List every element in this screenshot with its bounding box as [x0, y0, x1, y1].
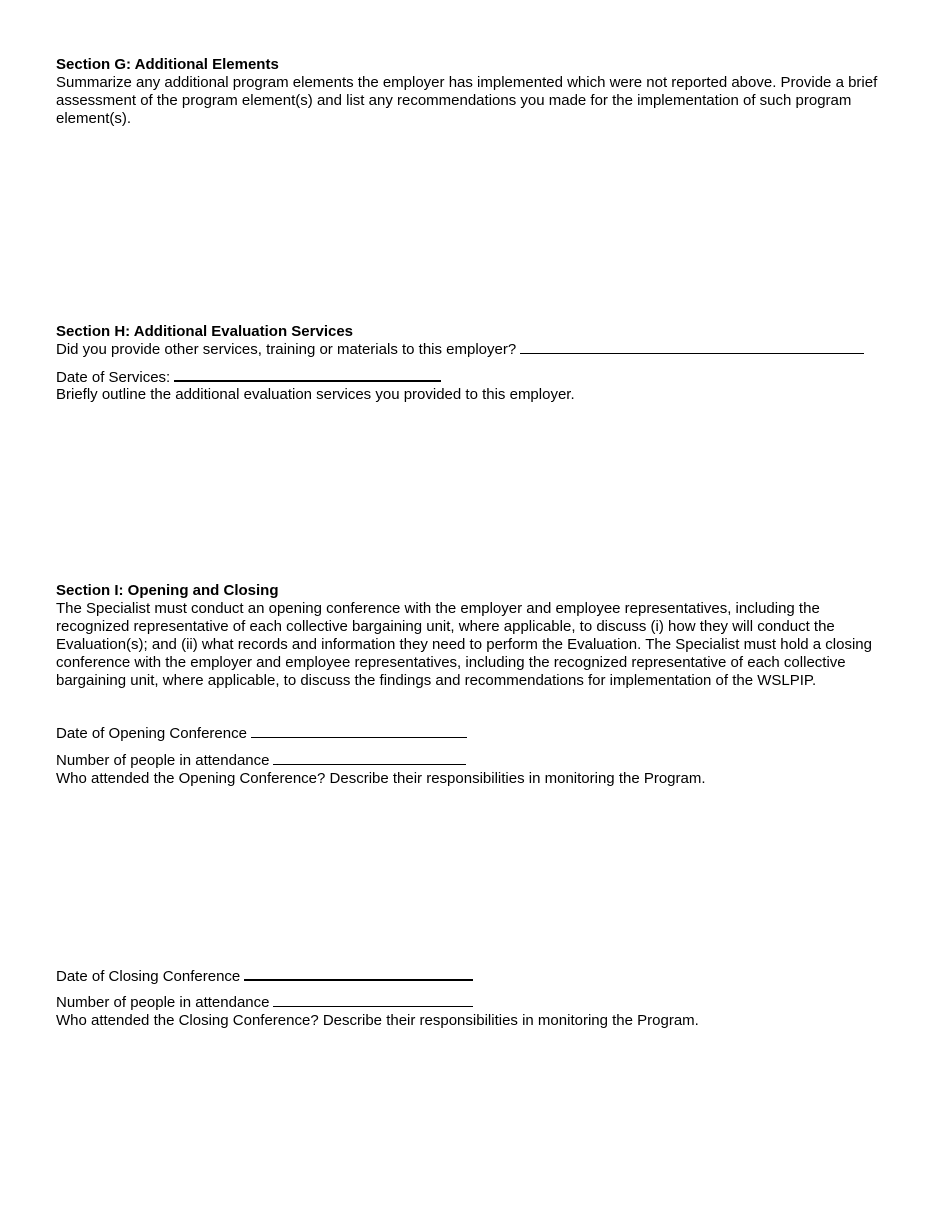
opening-date-label: Date of Opening Conference: [56, 725, 247, 742]
closing-date-row: [56, 967, 473, 986]
opening-date-row: [56, 725, 467, 743]
opening-attendance-label: Number of people in attendance: [56, 752, 270, 769]
opening-who-prompt: Who attended the Opening Conference? Describe their responsibilities in monitoring the Program.: [56, 770, 706, 787]
section-g-heading: Section G: Additional Elements: [56, 56, 279, 73]
date-of-services-row: [56, 368, 441, 387]
section-i-heading: Section I: Opening and Closing: [56, 582, 279, 599]
other-services-row: [56, 341, 864, 359]
closing-attendance-line[interactable]: [273, 994, 473, 1007]
date-of-services-label: Date of Services:: [56, 369, 171, 386]
other-services-answer-line[interactable]: [520, 341, 864, 354]
closing-date-label: Date of Closing Conference: [56, 968, 241, 985]
section-i-body: The Specialist must conduct an opening conference with the employer and employee representatives, including the recognized representative of each collective bargaining unit, where applicable, to discuss (i) how they will conduct the Evaluation(s); and (ii) what records and information they need to perform the Evaluation. The Specialist must hold a closing conference with the employer and employee representatives, including the recognized representative of each collective bargaining unit, where applicable, to discuss the findings and recommendations for implementation of the WSLPIP.: [56, 600, 872, 689]
date-of-services-line[interactable]: [174, 368, 441, 382]
opening-attendance-row: [56, 752, 466, 770]
closing-who-prompt: Who attended the Closing Conference? Describe their responsibilities in monitoring the Program.: [56, 1012, 699, 1029]
section-h-heading: Section H: Additional Evaluation Services: [56, 323, 354, 340]
closing-date-line[interactable]: [244, 967, 473, 981]
outline-services-prompt: Briefly outline the additional evaluation services you provided to this employer.: [56, 386, 575, 403]
section-g-body: Summarize any additional program elements the employer has implemented which were not reported above. Provide a brief assessment of the program element(s) and list any recommendations you made for the implementation of such program element(s).: [56, 74, 878, 127]
other-services-question: Did you provide other services, training or materials to this employer?: [56, 341, 517, 358]
closing-attendance-row: [56, 994, 473, 1012]
closing-attendance-label: Number of people in attendance: [56, 994, 270, 1011]
opening-attendance-line[interactable]: [273, 752, 466, 765]
opening-date-line[interactable]: [251, 725, 467, 738]
